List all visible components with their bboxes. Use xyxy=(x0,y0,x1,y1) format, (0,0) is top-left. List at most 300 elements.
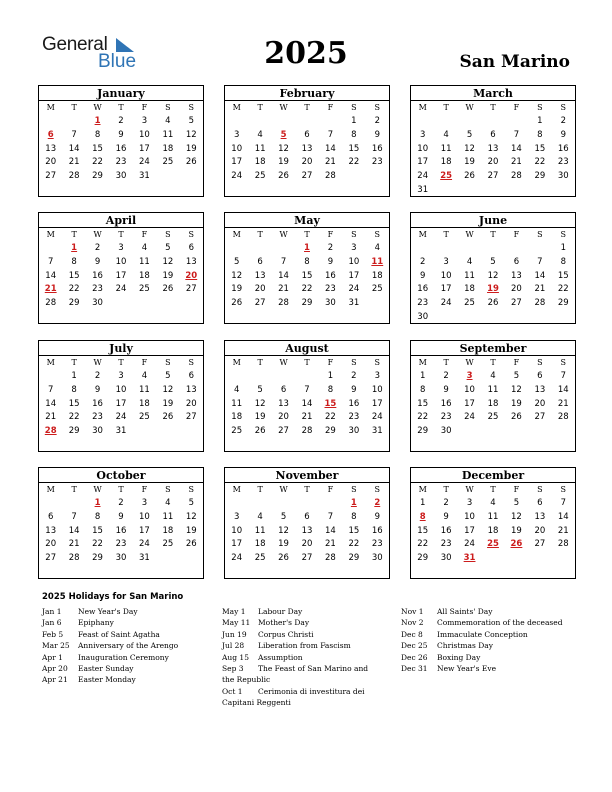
day-cell: 13 xyxy=(254,270,266,281)
weekday-header xyxy=(411,483,575,497)
day-cell: 20 xyxy=(185,398,197,409)
empty-cell xyxy=(295,115,318,129)
day-cell: 10 xyxy=(115,256,127,267)
empty-cell xyxy=(458,242,481,256)
day-cell: 27 xyxy=(511,298,522,309)
holiday-column-1 xyxy=(42,606,202,686)
day-cell: 27 xyxy=(534,539,546,550)
day-cell: 13 xyxy=(534,511,546,522)
holiday-name: Epiphany xyxy=(78,618,114,628)
day-cell: 30 xyxy=(557,171,569,182)
day-cell: 20 xyxy=(278,412,289,423)
day-cell: 21 xyxy=(45,412,57,423)
day-cell: 11 xyxy=(440,143,452,154)
holiday-name: Assumption xyxy=(258,652,303,662)
weekday-label: S xyxy=(374,103,381,112)
day-cell: 9 xyxy=(374,511,380,522)
day-cell: 22 xyxy=(417,539,429,550)
day-cell: 1 xyxy=(420,498,426,508)
weekday-label: T xyxy=(304,358,310,367)
day-cell: 30 xyxy=(325,298,336,309)
day-cell: 23 xyxy=(371,157,383,168)
day-cell: 3 xyxy=(234,511,240,522)
holiday-day-cell: 1 xyxy=(94,116,101,126)
day-cell: 2 xyxy=(351,371,357,381)
day-cell: 25 xyxy=(254,171,266,182)
weekday-label: W xyxy=(93,485,102,494)
weekday-label: W xyxy=(93,230,102,239)
day-cell: 31 xyxy=(348,298,360,309)
day-cell: 30 xyxy=(440,426,452,437)
logo-text-blue: Blue xyxy=(98,51,137,72)
weekday-label: W xyxy=(279,230,288,239)
day-cell: 28 xyxy=(68,553,80,564)
weekday-label: T xyxy=(118,358,124,367)
day-cell: 29 xyxy=(417,426,429,437)
month-title: May xyxy=(225,214,389,228)
empty-cell xyxy=(272,370,295,384)
day-cell: 29 xyxy=(557,298,569,309)
day-cell: 18 xyxy=(162,143,174,154)
day-cell: 6 xyxy=(304,511,310,522)
day-cell: 12 xyxy=(511,384,522,395)
day-cell: 7 xyxy=(304,384,310,395)
day-cell: 30 xyxy=(371,553,383,564)
holiday-date: Dec 8 xyxy=(401,629,423,639)
day-cell: 26 xyxy=(185,539,197,550)
holiday-entry xyxy=(222,629,382,640)
day-cell: 7 xyxy=(513,129,520,140)
weekday-header xyxy=(225,356,389,370)
day-cell: 27 xyxy=(185,412,197,423)
day-cell: 16 xyxy=(371,143,383,154)
day-cell: 20 xyxy=(511,284,522,295)
holiday-entry xyxy=(401,663,581,674)
day-cell: 16 xyxy=(115,143,127,154)
day-cell: 28 xyxy=(511,171,522,182)
weekday-label: W xyxy=(279,103,288,112)
holiday-name: New Year's Eve xyxy=(437,664,497,674)
day-cell: 3 xyxy=(141,116,148,126)
day-cell: 30 xyxy=(115,553,127,564)
day-cell: 18 xyxy=(139,270,150,281)
day-cell: 19 xyxy=(231,284,243,295)
holiday-date: Sep 3 xyxy=(222,664,244,674)
day-cell: 10 xyxy=(115,384,127,395)
day-cell: 3 xyxy=(466,498,473,508)
holiday-date: Mar 25 xyxy=(42,641,70,651)
day-cell: 12 xyxy=(487,270,499,281)
day-cell: 8 xyxy=(560,256,566,267)
holiday-date: Dec 26 xyxy=(401,652,428,662)
day-cell: 19 xyxy=(162,398,174,409)
day-cell: 28 xyxy=(68,171,80,182)
day-cell: 29 xyxy=(301,298,313,309)
weekday-label: F xyxy=(141,230,148,239)
empty-cell xyxy=(319,115,342,129)
day-cell: 20 xyxy=(254,284,266,295)
days-grid xyxy=(39,370,203,439)
holiday-entry xyxy=(401,606,581,617)
day-cell: 18 xyxy=(440,157,452,168)
day-cell: 22 xyxy=(557,284,569,295)
holiday-entry xyxy=(222,606,382,617)
day-cell: 25 xyxy=(464,298,475,309)
day-cell: 16 xyxy=(440,398,452,409)
holiday-name: Anniversary of the Arengo xyxy=(78,641,179,651)
weekday-header xyxy=(411,356,575,370)
weekday-label: F xyxy=(513,358,520,367)
empty-cell xyxy=(295,497,318,511)
weekday-label: T xyxy=(257,230,263,239)
day-cell: 24 xyxy=(464,539,475,550)
holiday-date: Apr 21 xyxy=(42,675,68,685)
empty-cell xyxy=(225,242,248,256)
holiday-date: Nov 2 xyxy=(401,618,424,628)
day-cell: 6 xyxy=(280,384,287,395)
day-cell: 13 xyxy=(185,384,197,395)
day-cell: 4 xyxy=(466,256,473,267)
month-august xyxy=(224,340,390,452)
holiday-name: Liberation from Fascism xyxy=(258,641,351,651)
weekday-label: T xyxy=(490,103,496,112)
day-cell: 22 xyxy=(417,412,429,423)
holiday-name: Christmas Day xyxy=(437,641,493,651)
holiday-column-3 xyxy=(401,606,581,674)
day-cell: 26 xyxy=(185,157,197,168)
day-cell: 12 xyxy=(464,143,475,154)
day-cell: 23 xyxy=(348,412,360,423)
day-cell: 11 xyxy=(254,143,266,154)
day-cell: 6 xyxy=(537,371,543,381)
day-cell: 5 xyxy=(234,256,240,267)
day-cell: 25 xyxy=(371,284,383,295)
holiday-date: May 11 xyxy=(222,618,251,628)
day-cell: 12 xyxy=(162,384,174,395)
weekday-label: T xyxy=(304,485,310,494)
holiday-name: Inauguration Ceremony xyxy=(78,652,169,662)
day-cell: 19 xyxy=(278,539,289,550)
month-november xyxy=(224,467,390,579)
day-cell: 9 xyxy=(443,511,449,522)
day-cell: 9 xyxy=(351,384,357,395)
empty-cell xyxy=(248,497,271,511)
holiday-date: Jan 6 xyxy=(42,618,62,628)
holiday-day-cell: 1 xyxy=(94,498,101,508)
weekday-header xyxy=(411,101,575,115)
day-cell: 18 xyxy=(162,525,174,536)
day-cell: 27 xyxy=(301,171,313,182)
holiday-day-cell: 21 xyxy=(44,284,57,295)
day-cell: 27 xyxy=(278,426,289,437)
day-cell: 11 xyxy=(231,398,243,409)
day-cell: 8 xyxy=(327,384,334,395)
day-cell: 31 xyxy=(115,426,127,437)
holiday-entry xyxy=(401,640,581,651)
day-cell: 25 xyxy=(139,284,150,295)
day-cell: 10 xyxy=(371,384,383,395)
day-cell: 2 xyxy=(94,243,101,253)
empty-cell xyxy=(434,242,457,256)
day-cell: 4 xyxy=(490,371,496,381)
weekday-label: T xyxy=(71,103,77,112)
holiday-date: Dec 31 xyxy=(401,664,428,674)
day-cell: 9 xyxy=(327,256,334,267)
day-cell: 19 xyxy=(511,398,522,409)
days-grid xyxy=(411,242,575,325)
holiday-name: Commemoration of the deceased xyxy=(437,618,563,628)
holiday-date: Feb 5 xyxy=(42,629,64,639)
weekday-label: M xyxy=(418,485,427,494)
day-cell: 9 xyxy=(118,511,124,522)
holiday-day-cell: 15 xyxy=(324,398,337,409)
day-cell: 12 xyxy=(511,511,522,522)
empty-cell xyxy=(411,242,434,256)
day-cell: 31 xyxy=(139,171,150,182)
weekday-label: F xyxy=(141,358,148,367)
month-title: January xyxy=(39,87,203,101)
day-cell: 26 xyxy=(511,412,522,423)
day-cell: 3 xyxy=(141,498,148,508)
day-cell: 7 xyxy=(327,511,334,522)
holiday-date: May 1 xyxy=(222,607,246,616)
holiday-day-cell: 26 xyxy=(510,539,523,550)
day-cell: 11 xyxy=(162,129,174,140)
empty-cell xyxy=(39,115,62,129)
day-cell: 19 xyxy=(464,157,475,168)
holiday-date: Dec 25 xyxy=(401,641,428,651)
day-cell: 7 xyxy=(48,256,54,267)
day-cell: 13 xyxy=(301,525,313,536)
weekday-label: F xyxy=(141,103,148,112)
day-cell: 5 xyxy=(165,243,171,253)
day-cell: 14 xyxy=(45,398,57,409)
weekday-label: F xyxy=(513,485,520,494)
day-cell: 11 xyxy=(487,511,499,522)
weekday-label: T xyxy=(257,103,263,112)
weekday-label: M xyxy=(232,103,241,112)
day-cell: 1 xyxy=(71,371,77,381)
day-cell: 23 xyxy=(325,284,336,295)
weekday-label: T xyxy=(490,230,496,239)
holiday-date: Apr 1 xyxy=(42,652,63,662)
holiday-entry xyxy=(222,663,382,686)
weekday-label: M xyxy=(46,358,55,367)
day-cell: 20 xyxy=(45,539,57,550)
day-cell: 18 xyxy=(231,412,243,423)
day-cell: 15 xyxy=(417,398,429,409)
day-cell: 29 xyxy=(348,553,360,564)
holiday-day-cell: 6 xyxy=(47,129,54,140)
day-cell: 28 xyxy=(534,298,546,309)
day-cell: 6 xyxy=(513,256,520,267)
day-cell: 26 xyxy=(278,171,289,182)
day-cell: 2 xyxy=(118,498,124,508)
day-cell: 14 xyxy=(534,270,546,281)
empty-cell xyxy=(319,497,342,511)
day-cell: 18 xyxy=(139,398,150,409)
days-grid xyxy=(225,242,389,311)
days-grid xyxy=(225,497,389,566)
day-cell: 30 xyxy=(348,426,360,437)
day-cell: 15 xyxy=(68,398,80,409)
days-grid xyxy=(39,115,203,184)
weekday-header xyxy=(39,228,203,242)
days-grid xyxy=(225,370,389,439)
day-cell: 10 xyxy=(464,384,475,395)
day-cell: 15 xyxy=(557,270,569,281)
empty-cell xyxy=(505,242,528,256)
day-cell: 4 xyxy=(165,116,171,126)
day-cell: 17 xyxy=(231,539,243,550)
day-cell: 15 xyxy=(348,525,360,536)
day-cell: 15 xyxy=(348,143,360,154)
day-cell: 17 xyxy=(348,270,360,281)
day-cell: 2 xyxy=(374,116,380,126)
weekday-label: S xyxy=(537,358,543,367)
day-cell: 16 xyxy=(557,143,569,154)
day-cell: 29 xyxy=(417,553,429,564)
day-cell: 21 xyxy=(278,284,289,295)
weekday-label: W xyxy=(93,103,102,112)
day-cell: 22 xyxy=(325,412,336,423)
weekday-label: F xyxy=(513,230,520,239)
day-cell: 11 xyxy=(254,525,266,536)
day-cell: 26 xyxy=(254,426,266,437)
day-cell: 11 xyxy=(139,384,150,395)
day-cell: 11 xyxy=(162,511,174,522)
day-cell: 15 xyxy=(417,525,429,536)
day-cell: 14 xyxy=(68,143,80,154)
day-cell: 27 xyxy=(254,298,266,309)
weekday-label: S xyxy=(560,230,567,239)
weekday-label: W xyxy=(465,230,474,239)
day-cell: 23 xyxy=(115,539,127,550)
day-cell: 17 xyxy=(464,398,475,409)
day-cell: 21 xyxy=(534,284,546,295)
weekday-label: T xyxy=(257,485,263,494)
weekday-label: T xyxy=(257,358,263,367)
day-cell: 18 xyxy=(254,157,266,168)
month-title: November xyxy=(225,469,389,483)
weekday-label: S xyxy=(351,103,357,112)
day-cell: 5 xyxy=(513,498,520,508)
weekday-label: S xyxy=(560,485,567,494)
weekday-label: S xyxy=(165,485,171,494)
day-cell: 13 xyxy=(301,143,313,154)
day-cell: 13 xyxy=(487,143,499,154)
day-cell: 22 xyxy=(92,539,103,550)
day-cell: 10 xyxy=(231,143,243,154)
day-cell: 12 xyxy=(185,129,197,140)
holiday-entry xyxy=(401,652,581,663)
holiday-day-cell: 25 xyxy=(440,171,453,182)
holiday-entry xyxy=(222,617,382,628)
weekday-header xyxy=(225,483,389,497)
holiday-column-2 xyxy=(222,606,382,709)
day-cell: 24 xyxy=(417,171,429,182)
day-cell: 30 xyxy=(92,298,103,309)
empty-cell xyxy=(272,115,295,129)
month-january xyxy=(38,85,204,197)
day-cell: 18 xyxy=(464,284,475,295)
year-title: 2025 xyxy=(264,36,348,71)
weekday-label: T xyxy=(443,358,449,367)
holiday-date: Apr 20 xyxy=(42,664,68,674)
day-cell: 7 xyxy=(327,129,334,140)
day-cell: 30 xyxy=(92,426,103,437)
weekday-label: S xyxy=(165,358,171,367)
day-cell: 28 xyxy=(557,412,569,423)
empty-cell xyxy=(225,497,248,511)
day-cell: 27 xyxy=(301,553,313,564)
day-cell: 2 xyxy=(560,116,566,126)
day-cell: 20 xyxy=(45,157,57,168)
day-cell: 26 xyxy=(464,171,475,182)
day-cell: 14 xyxy=(557,384,569,395)
day-cell: 3 xyxy=(351,243,357,253)
day-cell: 20 xyxy=(301,539,313,550)
day-cell: 9 xyxy=(420,270,426,281)
days-grid xyxy=(411,115,575,198)
day-cell: 26 xyxy=(487,298,499,309)
day-cell: 8 xyxy=(537,129,543,140)
day-cell: 1 xyxy=(327,371,334,381)
day-cell: 23 xyxy=(440,412,452,423)
day-cell: 6 xyxy=(490,129,496,140)
day-cell: 27 xyxy=(45,171,57,182)
day-cell: 24 xyxy=(139,539,150,550)
day-cell: 30 xyxy=(417,311,429,322)
day-cell: 14 xyxy=(325,143,336,154)
day-cell: 19 xyxy=(162,270,174,281)
holiday-date: Jun 19 xyxy=(222,629,247,639)
weekday-label: M xyxy=(232,485,241,494)
day-cell: 28 xyxy=(557,539,569,550)
weekday-label: W xyxy=(465,103,474,112)
day-cell: 13 xyxy=(45,525,57,536)
day-cell: 6 xyxy=(304,129,310,140)
day-cell: 18 xyxy=(487,398,499,409)
days-grid xyxy=(39,242,203,311)
holiday-name: Mother's Day xyxy=(258,618,310,628)
day-cell: 21 xyxy=(68,539,80,550)
weekday-label: T xyxy=(118,103,124,112)
day-cell: 17 xyxy=(417,157,429,168)
day-cell: 7 xyxy=(537,256,543,267)
day-cell: 12 xyxy=(231,270,243,281)
weekday-label: W xyxy=(93,358,102,367)
holiday-day-cell: 25 xyxy=(487,539,499,550)
day-cell: 9 xyxy=(374,129,380,140)
day-cell: 4 xyxy=(234,384,240,395)
empty-cell xyxy=(248,242,271,256)
holiday-date: Aug 15 xyxy=(222,652,249,662)
day-cell: 26 xyxy=(278,553,289,564)
day-cell: 14 xyxy=(278,270,289,281)
empty-cell xyxy=(481,115,504,129)
day-cell: 7 xyxy=(71,511,77,522)
day-cell: 23 xyxy=(440,539,452,550)
day-cell: 6 xyxy=(48,511,54,522)
holiday-entry xyxy=(42,674,202,685)
holiday-day-cell: 1 xyxy=(304,243,310,253)
weekday-label: S xyxy=(188,230,195,239)
day-cell: 27 xyxy=(534,412,546,423)
day-cell: 28 xyxy=(278,298,289,309)
day-cell: 16 xyxy=(348,398,360,409)
day-cell: 31 xyxy=(417,184,429,195)
